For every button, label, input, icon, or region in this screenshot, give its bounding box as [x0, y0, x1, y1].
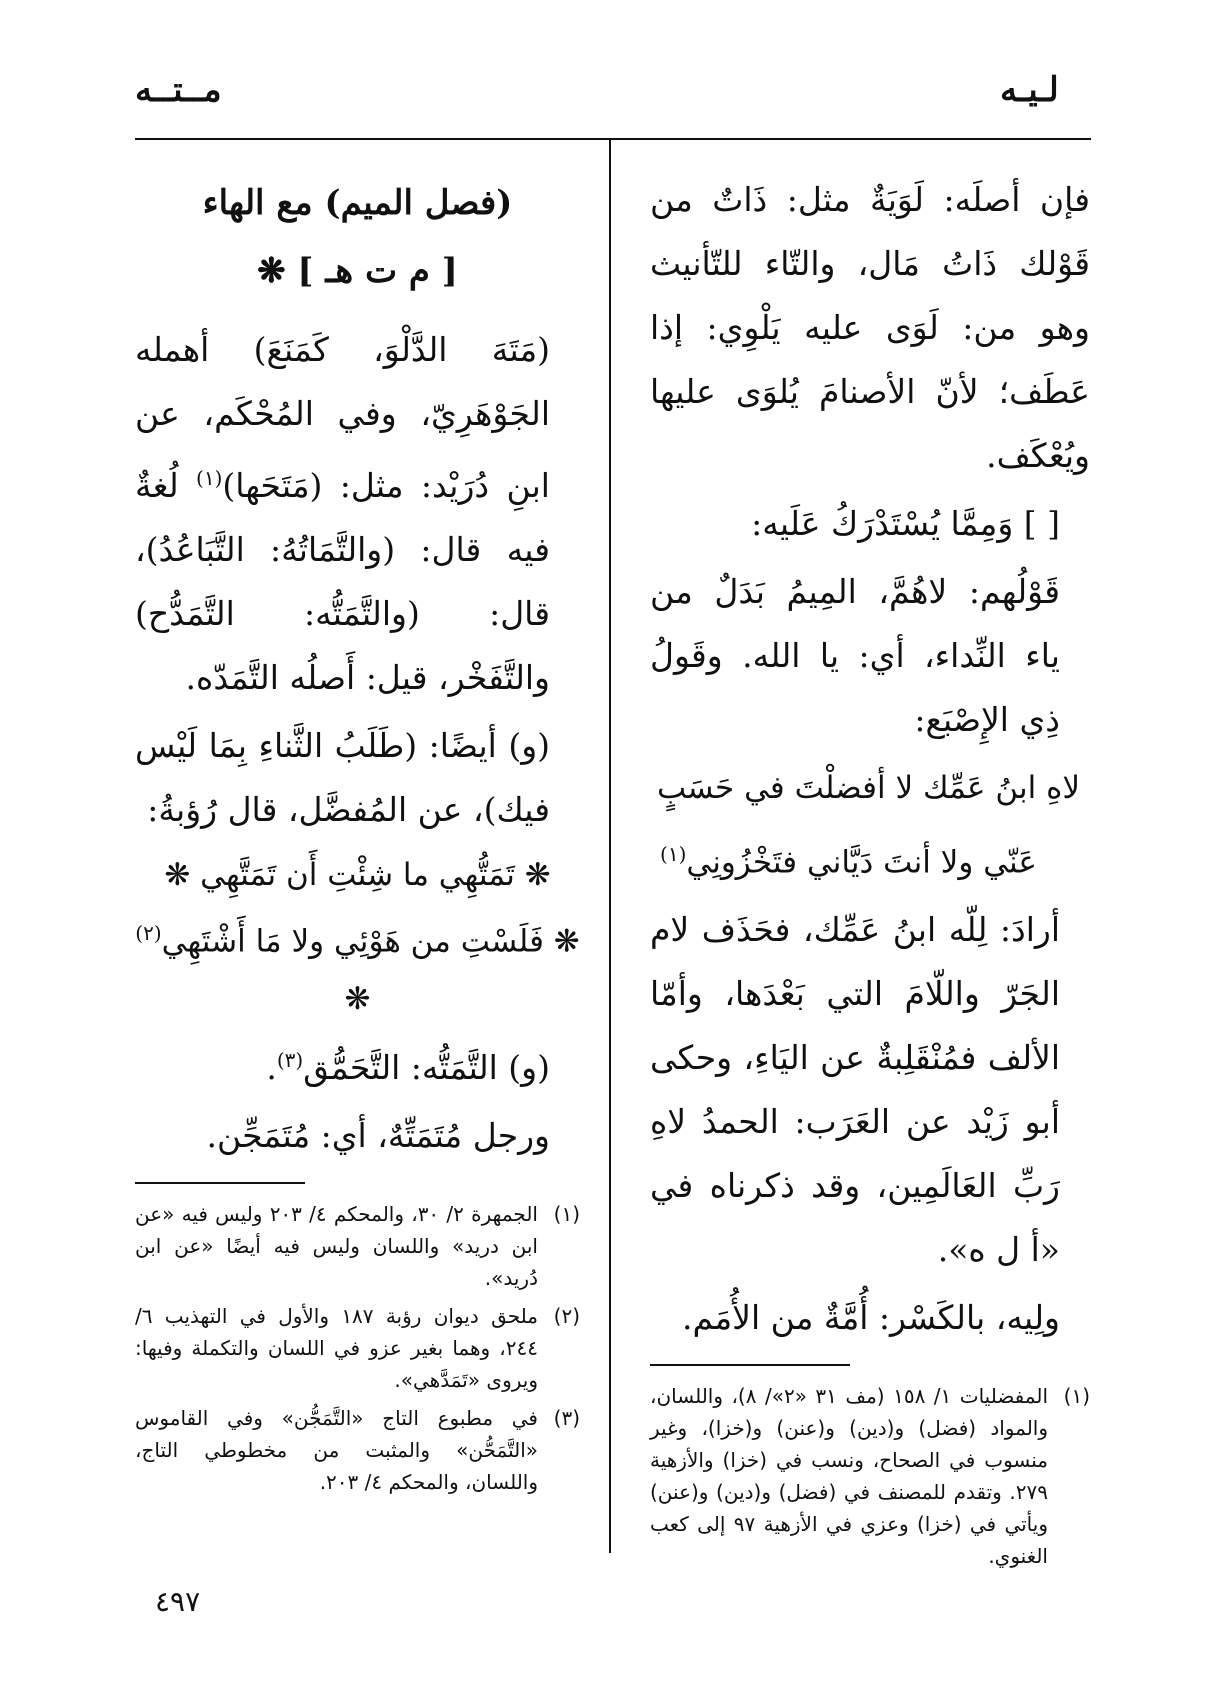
- page-header: [0, 70, 1216, 120]
- paragraph-lahumma: قَوْلُهم: لاهُمَّ، المِيمُ بَدَلٌ من ياء النِّداء، أي: يا الله. وقَولُ ذِي الإِصْبَع:: [650, 572, 1060, 739]
- column-divider: [609, 138, 611, 1553]
- footnote-text: ملحق ديوان رؤبة ١٨٧ والأول في التهذيب ٦/ ٢٤٤، وهما بغير عزو في اللسان والتكملة وفيها: ويروى «تَمَدَّهي».: [135, 1304, 538, 1393]
- right-column-body: [650, 168, 1090, 752]
- footnote-number: (٣): [553, 1406, 580, 1431]
- footnote-ref: (١): [660, 842, 687, 866]
- footnote-ref: (٢): [135, 921, 162, 945]
- paragraph-arada: أرادَ: لِلّه ابنُ عَمِّك، فحَذَف لام الجَرّ واللّامَ التي بَعْدَها، وأمّا الألف فمُنْقَلِبةٌ عن اليَاءِ، وحكى أبو زَيْد عن العَرَب: الحمدُ لاهِ رَبِّ العَالَمِين، وقد ذكرناه في «أ ل ه».: [650, 910, 1060, 1270]
- footnote-text: في مطبوع التاج «التَّمَجُّن» وفي القاموس «التَّمَحُّن» والمثبت من مخطوطي التاج، واللسان، والمحكم ٤/ ٢٠٣.: [135, 1406, 538, 1495]
- left-column-body: [135, 318, 580, 842]
- left-footnotes: [135, 1198, 580, 1498]
- rajaz-line-2-end: ❋: [344, 981, 371, 1018]
- footnote-text: المفضليات ١/ ١٥٨ (مف ٣١ «٢»/ ٨)، واللسان، والمواد (فضل) و(دين) و(عنن) و(خزا)، وغير منسوب في الصحاح، ونسب في (خزا) والأزهية ٢٧٩. وتقدم للمصنف في (فضل) و(دين) و(عنن) ويأتي في (خزا) وعزي في الأزهية ٩٧ إلى كعب الغنوي.: [650, 1384, 1049, 1569]
- footnote-ref: (٣): [276, 1048, 304, 1073]
- left-column-body-2: [135, 1028, 580, 1168]
- left-column: [135, 168, 580, 1504]
- paragraph-mataha-text: (مَتَهَ الدَّلْوَ، كَمَنَعَ) أهمله الجَوْهَرِيّ، وفي المُحْكَم، عن ابنِ دُرَيْد: مثل: (مَتَحَها): [135, 330, 550, 505]
- running-head-right: لـيـه: [1000, 70, 1059, 110]
- paragraph-mataha-cont: لُغةٌ فيه قال: (والتَّمَاتُهُ: التَّبَاعُدُ)، قال: (والتَّمَتُّه: التَّمَدُّح) والتَّفَخْر، قيل: أَصلُه التَّمَدّه.: [135, 466, 550, 697]
- paragraph-tamattuh: [135, 1028, 580, 1100]
- section-title: (فصل الميم) مع الهاء: [202, 183, 513, 223]
- root-title: [ م ت هـ ] ❋: [257, 251, 458, 291]
- footnote-rule: [650, 1364, 850, 1366]
- rajaz-line-1: ❋ تَمَتُّهِي ما شِئْتِ أَن تَمَتَّهِي ❋: [164, 857, 551, 893]
- paragraph-rajul: ورجل مُتَمَتِّهٌ، أي: مُتَمَجِّن.: [206, 1116, 550, 1156]
- footnote-number: (١): [553, 1202, 580, 1227]
- verse-line-2-text: عَنّي ولا أنتَ دَيَّاني فتَخْزُونِي: [686, 844, 1037, 881]
- rajaz-line-2-text: ❋ فَلَسْتِ من هَوْئِي ولا مَا أَشْتَهِي: [161, 923, 580, 960]
- paragraph-tamattuh-end: .: [266, 1048, 277, 1088]
- paragraph-mataha: [135, 318, 580, 710]
- verse-line-1: لاهِ ابنُ عَمِّك لا أفضلْتَ في حَسَبٍ: [656, 770, 1080, 806]
- footnote-rule: [135, 1182, 305, 1184]
- right-footnotes: [650, 1380, 1090, 1572]
- right-column: [650, 168, 1090, 1578]
- footnote: [135, 1300, 580, 1396]
- paragraph-tamattuh-text: (و) التَّمَتُّه: التَّحَمُّق: [303, 1048, 550, 1088]
- verse-line-2: [650, 824, 1090, 892]
- paragraph-aydan: (و) أيضًا: (طَلَبُ الثَّناءِ بِمَا لَيْس فيك)، عن المُفضَّل، قال رُؤبةُ:: [135, 726, 550, 829]
- footnote-number: (١): [1063, 1384, 1090, 1409]
- paragraph-mustadrak: [ ] وَمِمَّا يُسْتَدْرَكُ عَلَيه:: [751, 504, 1060, 543]
- footnote-text: الجمهرة ٢/ ٣٠، والمحكم ٤/ ٢٠٣ وليس فيه «عن ابن دريد» واللسان وليس فيه أيضًا «عن ابن دُريد».: [135, 1202, 538, 1291]
- rajaz-line-2: [135, 904, 580, 1028]
- page-number: ٤٩٧: [155, 1585, 201, 1618]
- right-column-body-2: [650, 898, 1090, 1350]
- footnote-ref: (١): [196, 466, 223, 490]
- paragraph-lawiya: فإن أصلَه: لَوَيَةٌ مثل: ذَاتٌ من قَوْلك ذَاتُ مَال، والتّاء للتّأنيث وهو من: لَوَى عليه يَلْوِي: إذا عَطَف؛ لأنّ الأصنامَ يُلوَى عليها ويُعْكَف.: [650, 180, 1090, 475]
- footnote-number: (٢): [553, 1304, 580, 1329]
- footnote: [135, 1198, 580, 1294]
- paragraph-liyah: ولِيه، بالكَسْر: أُمَّةٌ من الأُمَم.: [682, 1298, 1060, 1338]
- footnote: [135, 1402, 580, 1498]
- header-rule: [135, 138, 1091, 140]
- footnote: [650, 1380, 1090, 1572]
- running-head-left: مــتــه: [135, 70, 222, 110]
